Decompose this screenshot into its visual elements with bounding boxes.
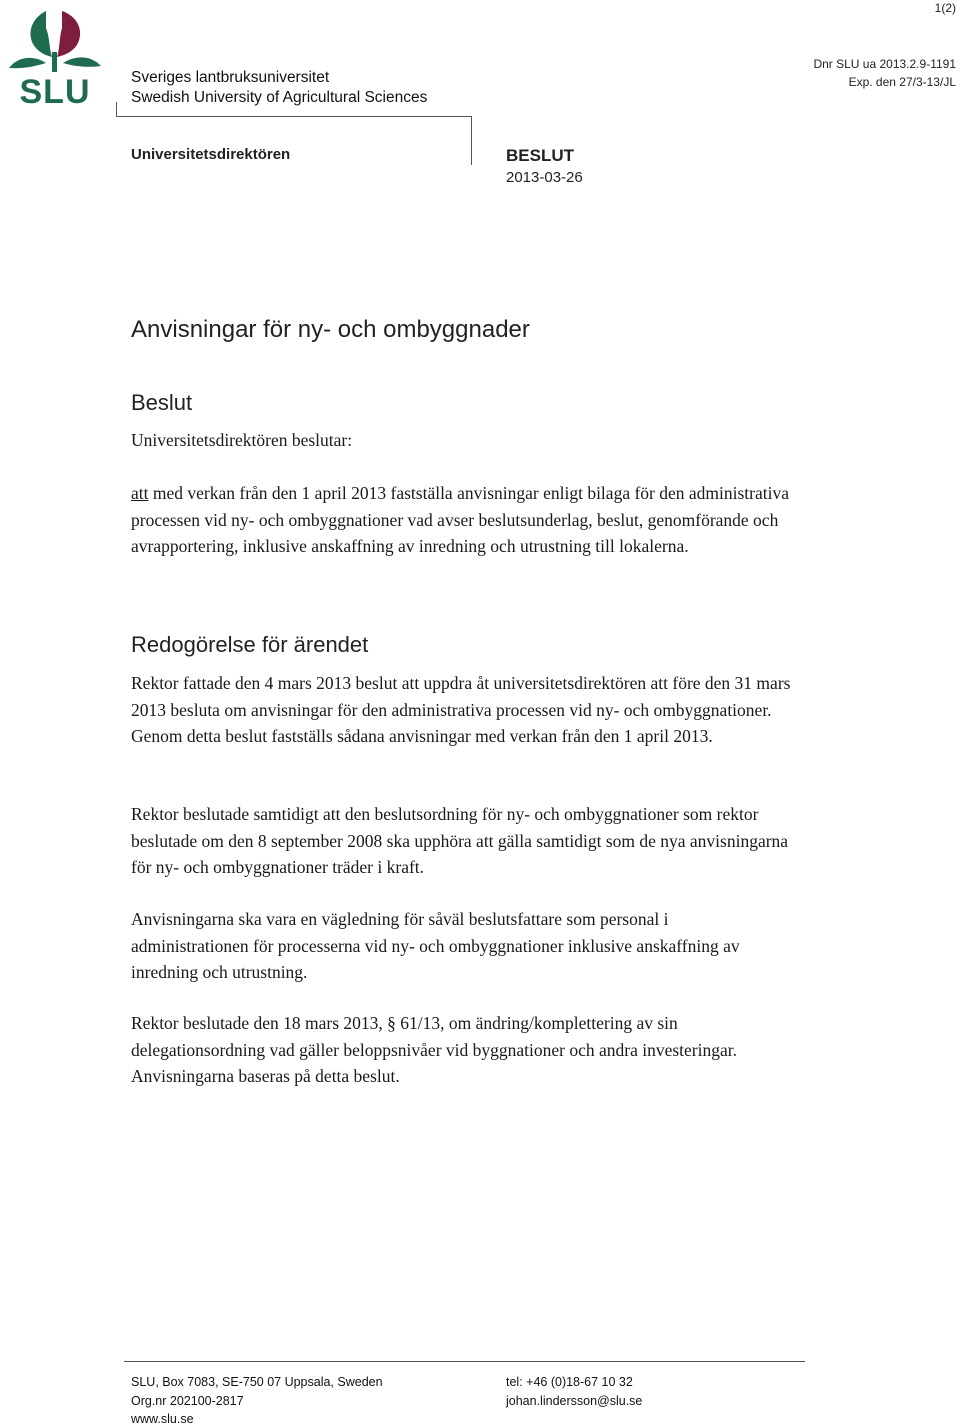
logo-right-leaf [57, 11, 80, 57]
footer-address: SLU, Box 7083, SE-750 07 Uppsala, Sweden [131, 1375, 383, 1389]
document-type: BESLUT [506, 146, 574, 165]
logo-wordmark: SLU [19, 73, 91, 106]
footer-divider [124, 1361, 805, 1362]
footer-org-number: Org.nr 202100-2817 [131, 1393, 244, 1408]
report-paragraph: Anvisningarna ska vara en vägledning för såväl beslutsfattare som personal i administrationen för processerna vid ny- och ombyggnationer inklusive anskaffning av inredning och utrustning. [131, 909, 740, 982]
footer-right [506, 1373, 642, 1410]
report-heading: Redogörelse för ärendet [131, 632, 369, 657]
footer-left [131, 1373, 383, 1424]
university-name-en: Swedish University of Agricultural Sciences [131, 89, 428, 106]
report-paragraph: Rektor beslutade samtidigt att den beslutsordning för ny- och ombyggnationer som rektor beslutade om den 8 september 2008 ska upphöra att gälla samtidigt som de nya anvisningarna för ny- och ombyggnationer träder i kraft. [131, 804, 789, 877]
header-divider-vertical [471, 117, 472, 165]
logo-bottom-left-leaf [9, 58, 46, 68]
header-divider-left [116, 102, 117, 117]
university-name-sv: Sveriges lantbruksuniversitet [131, 69, 330, 86]
page-number: 1(2) [934, 1, 956, 15]
dispatch-note: Exp. den 27/3-13/JL [848, 75, 956, 89]
reference-block [813, 55, 956, 91]
decision-heading: Beslut [131, 390, 193, 415]
issuing-unit: Universitetsdirektören [131, 146, 291, 163]
report-paragraph: Rektor beslutade den 18 mars 2013, § 61/13, om ändring/komplettering av sin delegationsordning vad gäller beloppsnivåer vid byggnationer och andra investeringar. Anvisningarna baseras på detta beslut. [131, 1013, 737, 1086]
logo-stem [52, 52, 57, 72]
decision-lead-word: att [131, 483, 149, 503]
slu-logo [6, 8, 104, 106]
footer-website[interactable]: www.slu.se [131, 1412, 194, 1424]
university-name [131, 68, 427, 108]
decision-text [131, 480, 799, 560]
decision-body: med verkan från den 1 april 2013 fastställa anvisningar enligt bilaga för den administrativa processen vid ny- och ombyggnationer vad avser beslutsunderlag, beslut, genomförande och avrapportering, inklusive anskaffning av inredning och utrustning till lokalerna. [131, 483, 789, 556]
footer-phone: tel: +46 (0)18-67 10 32 [506, 1375, 633, 1389]
logo-left-leaf [31, 11, 52, 57]
document-date: 2013-03-26 [506, 169, 583, 186]
footer-email[interactable]: johan.lindersson@slu.se [506, 1393, 643, 1408]
registration-number: Dnr SLU ua 2013.2.9-1191 [813, 57, 956, 71]
decision-intro: Universitetsdirektören beslutar: [131, 430, 353, 450]
report-paragraph: Rektor fattade den 4 mars 2013 beslut att uppdra åt universitetsdirektören att före den 31 mars 2013 besluta om anvisningar för den administrativa processen vid ny- och ombyggnationer. Genom detta beslut fastställs sådana anvisningar med verkan från den 1 april 2013. [131, 673, 791, 746]
header-divider [116, 116, 472, 117]
logo-bottom-right-leaf [63, 57, 101, 66]
document-title: Anvisningar för ny- och ombyggnader [131, 316, 530, 343]
